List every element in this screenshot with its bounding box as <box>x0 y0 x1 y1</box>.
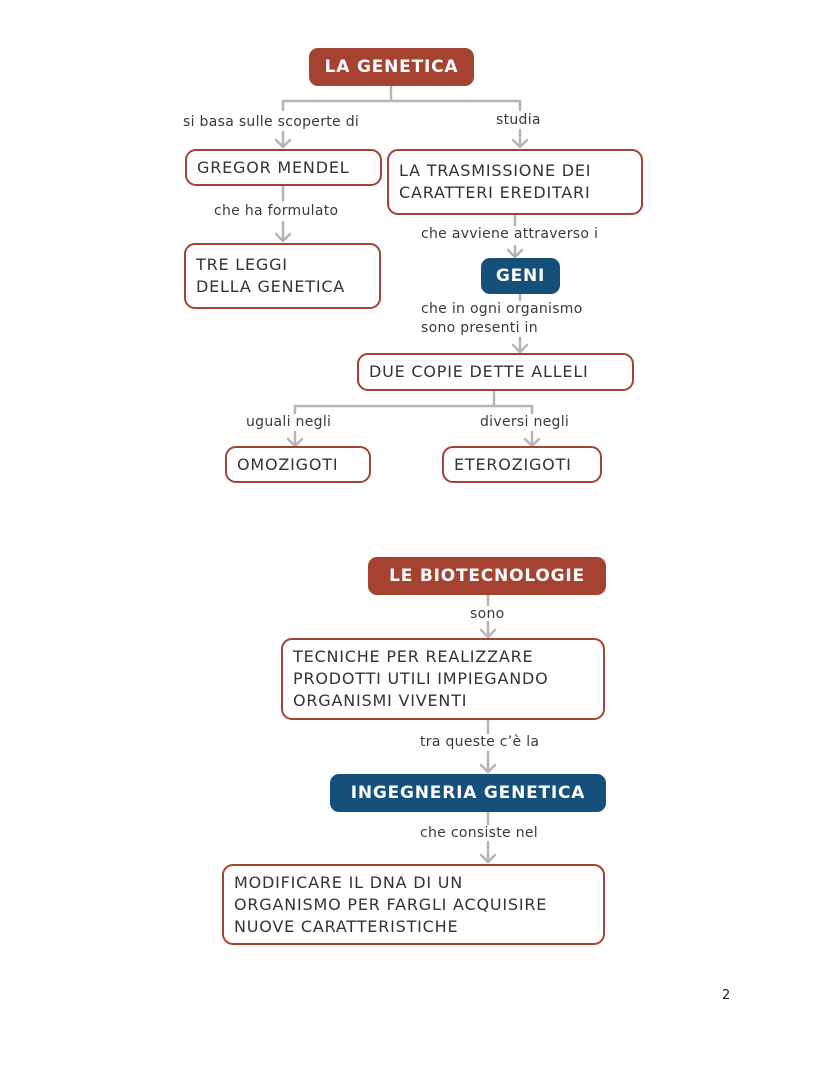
connector <box>513 130 527 147</box>
node-eterozigoti: ETEROZIGOTI <box>442 446 602 483</box>
label-che-avviene: che avviene attraverso i <box>421 226 599 242</box>
connector <box>288 432 302 446</box>
node-modificare-dna: MODIFICARE IL DNA DI UN ORGANISMO PER FARGLI ACQUISIRE NUOVE CARATTERISTICHE <box>222 864 605 945</box>
label-tra-queste: tra queste c’è la <box>420 734 540 750</box>
label-uguali-negli: uguali negli <box>246 414 332 430</box>
node-trasmissione: LA TRASMISSIONE DEI CARATTERI EREDITARI <box>387 149 643 215</box>
page-number: 2 <box>722 988 731 1003</box>
label-studia: studia <box>496 112 541 128</box>
label-si-basa: si basa sulle scoperte di <box>183 114 360 130</box>
label-che-in-ogni-organismo: che in ogni organismo sono presenti in <box>421 301 583 336</box>
node-geni: GENI <box>481 258 560 294</box>
label-sono: sono <box>470 606 505 622</box>
label-diversi-negli: diversi negli <box>480 414 570 430</box>
label-che-ha-formulato: che ha formulato <box>214 203 339 219</box>
node-gregor-mendel: GREGOR MENDEL <box>185 149 382 186</box>
title-la-genetica: LA GENETICA <box>309 48 474 86</box>
connector <box>276 132 290 147</box>
node-tecniche: TECNICHE PER REALIZZARE PRODOTTI UTILI IMPIEGANDO ORGANISMI VIVENTI <box>281 638 605 720</box>
node-omozigoti: OMOZIGOTI <box>225 446 371 483</box>
label-che-consiste: che consiste nel <box>420 825 538 841</box>
node-ingegneria-genetica: INGEGNERIA GENETICA <box>330 774 606 812</box>
connector <box>525 432 539 446</box>
title-le-biotecnologie: LE BIOTECNOLOGIE <box>368 557 606 595</box>
node-tre-leggi: TRE LEGGI DELLA GENETICA <box>184 243 381 309</box>
connector <box>283 86 520 110</box>
connector <box>295 390 532 413</box>
node-due-copie-alleli: DUE COPIE DETTE ALLELI <box>357 353 634 391</box>
